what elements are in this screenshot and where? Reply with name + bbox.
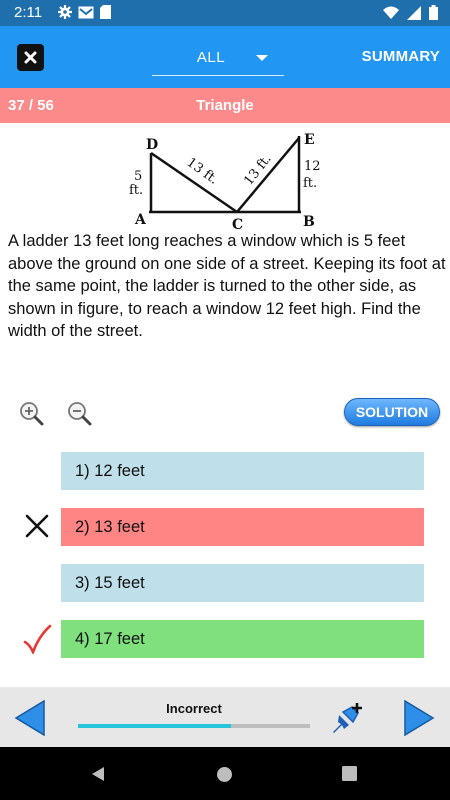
progress-bar: [78, 724, 310, 728]
app-bar: [0, 26, 450, 88]
status-time: 2:11: [14, 4, 43, 21]
option-label: 3) 15 feet: [75, 573, 145, 592]
left-side-value: 5: [134, 169, 143, 184]
right-side-unit: ft.: [303, 176, 318, 191]
add-pin-icon[interactable]: [330, 701, 366, 737]
wifi-icon: [383, 6, 399, 19]
battery-icon: [429, 5, 438, 20]
question-counter: 37 / 56: [8, 97, 54, 114]
left-side-unit: ft.: [129, 183, 144, 198]
label-b: B: [303, 214, 315, 229]
ladder-right-label: 13 ft.: [241, 151, 275, 189]
signal-icon: [407, 6, 421, 20]
option-1[interactable]: [61, 452, 424, 490]
next-arrow-icon[interactable]: [403, 700, 435, 736]
zoom-in-icon[interactable]: [18, 400, 44, 426]
question-text: A ladder 13 feet long reaches a window which is 5 feet above the ground on one side of a street. Keeping its foot at the same point, the ladder is turned to the other side, as shown in figure, to reach a window 12 feet high. Find the width of the street.: [8, 232, 446, 340]
label-a: A: [135, 212, 146, 228]
question-topic: Triangle: [196, 97, 254, 114]
option-4[interactable]: [61, 620, 424, 658]
back-icon[interactable]: [90, 766, 106, 782]
check-mark-icon: [22, 624, 52, 654]
label-d: D: [146, 137, 159, 153]
close-icon: [24, 51, 37, 64]
recents-icon[interactable]: [342, 766, 357, 781]
label-e: E: [304, 132, 315, 148]
ladder-left-label: 13 ft.: [183, 155, 221, 188]
summary-button[interactable]: SUMMARY: [361, 48, 440, 65]
close-button[interactable]: [17, 44, 44, 71]
zoom-out-icon[interactable]: [66, 400, 92, 426]
sd-card-icon: [100, 5, 111, 19]
cross-mark-icon: [22, 511, 52, 541]
option-label: 2) 13 feet: [75, 517, 145, 536]
option-2[interactable]: [61, 508, 424, 546]
result-status: Incorrect: [166, 701, 222, 716]
ladder-figure: [126, 127, 326, 229]
gmail-icon: [78, 6, 94, 19]
chevron-down-icon: [256, 55, 268, 61]
question-header: [0, 88, 450, 123]
gear-icon: [58, 5, 72, 19]
filter-dropdown[interactable]: [152, 40, 284, 76]
label-c: C: [232, 217, 244, 229]
home-icon[interactable]: [216, 766, 233, 783]
option-label: 4) 17 feet: [75, 629, 145, 648]
option-3[interactable]: [61, 564, 424, 602]
option-label: 1) 12 feet: [75, 461, 145, 480]
solution-button[interactable]: SOLUTION: [344, 398, 440, 426]
system-nav-bar: [0, 747, 450, 800]
status-bar: [0, 0, 450, 26]
right-side-value: 12: [304, 159, 321, 174]
previous-arrow-icon[interactable]: [14, 700, 46, 736]
bottom-bar: [0, 687, 450, 747]
filter-value: ALL: [196, 49, 226, 66]
progress-fill: [78, 724, 231, 728]
